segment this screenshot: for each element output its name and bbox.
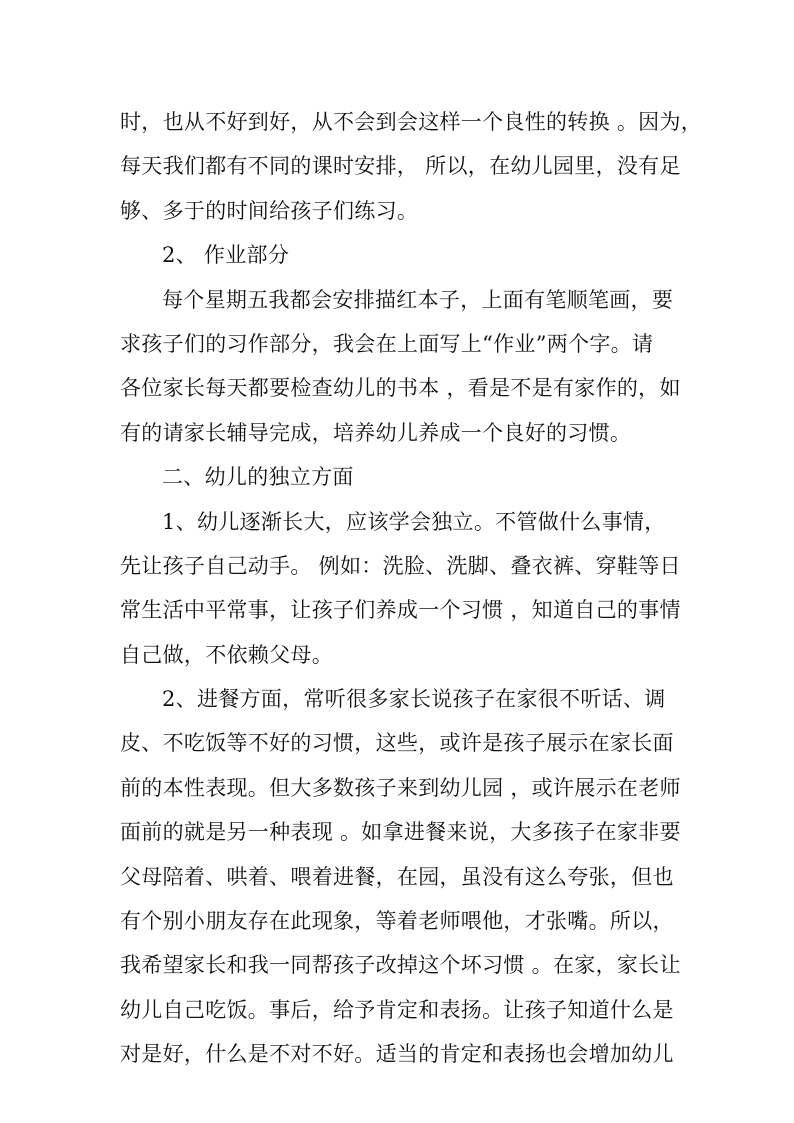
- text-line: 2、 作业部分: [162, 243, 290, 268]
- text-line: 父母陪着、哄着、喂着进餐，在园，虽没有这么夸张，但也: [120, 864, 674, 889]
- text-line: 二、幼儿的独立方面: [162, 465, 354, 490]
- text-line: 先让孩子自己动手。 例如：洗脸、洗脚、叠衣裤、穿鞋等日: [120, 553, 681, 578]
- text-line: 对是好，什么是不对不好。适当的肯定和表扬也会增加幼儿: [120, 1042, 674, 1067]
- text-line: 各位家长每天都要检查幼儿的书本 ，看是不是有家作的，如: [120, 376, 681, 401]
- text-line: 常生活中平常事，让孩子们养成一个习惯 ，知道自己的事情: [120, 598, 681, 623]
- text-line: 时，也从不好到好，从不会到会这样一个良性的转换 。因为，: [120, 110, 703, 134]
- text-line: 每个星期五我都会安排描红本子，上面有笔顺笔画，要: [162, 287, 674, 312]
- text-line: 1、幼儿逐渐长大，应该学会独立。不管做什么事情，: [162, 509, 666, 534]
- text-line: 求孩子们的习作部分，我会在上面写上“作业”两个字。请: [120, 331, 654, 356]
- text-line: 够、多于的时间给孩子们练习。: [120, 198, 419, 223]
- text-line: 面前的就是另一种表现 。如拿进餐来说，大多孩子在家非要: [120, 820, 681, 845]
- document-body: [120, 100, 703, 1077]
- text-line: 自己做，不依赖父母。: [120, 642, 333, 667]
- text-line: 我希望家长和我一同帮孩子改掉这个坏习惯 。在家，家长让: [120, 953, 681, 978]
- text-line: 有的请家长辅导完成，培养幼儿养成一个良好的习惯。: [120, 420, 632, 445]
- text-line: 皮、不吃饭等不好的习惯，这些，或许是孩子展示在家长面: [120, 731, 674, 756]
- text-line: 2、进餐方面，常听很多家长说孩子在家很不听话、调: [162, 687, 666, 712]
- text-line: 有个别小朋友存在此现象，等着老师喂他，才张嘴。所以，: [120, 909, 674, 934]
- text-line: 前的本性表现。但大多数孩子来到幼儿园 ，或许展示在老师: [120, 775, 681, 800]
- text-line: 幼儿自己吃饭。事后，给予肯定和表扬。让孩子知道什么是: [120, 997, 674, 1022]
- text-line: 每天我们都有不同的课时安排， 所以，在幼儿园里，没有足: [120, 154, 681, 179]
